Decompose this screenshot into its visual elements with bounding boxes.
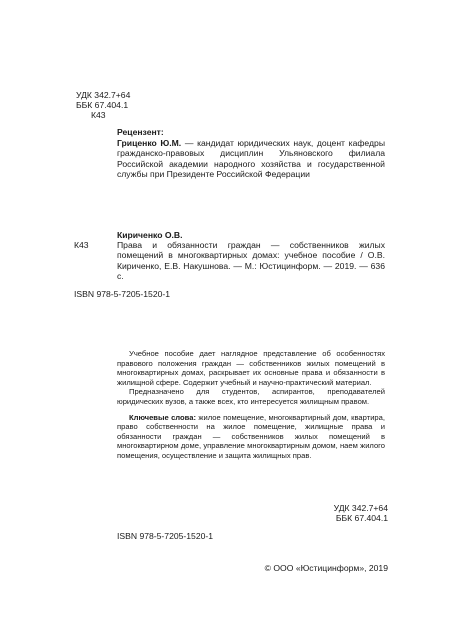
catalog-author: Кириченко О.В. bbox=[117, 230, 183, 240]
bottom-udk-code: УДК 342.7+64 bbox=[333, 503, 388, 513]
catalog-author-mark: К43 bbox=[74, 240, 89, 250]
catalog-isbn: ISBN 978-5-7205-1520-1 bbox=[74, 289, 171, 299]
annotation-paragraph-1: Учебное пособие дает наглядное представление об особенностях правового положения граждан — собственников жилых помещений в многоквартирных домах, раскрывает их основные права и обязанности в жилищной сфере. Содержит учебный и научно-практический материал. bbox=[117, 349, 385, 387]
copyright-notice: © ООО «Юстицинформ», 2019 bbox=[264, 563, 388, 573]
keywords-text: жилое помещение, многоквартирный дом, квартира, право собственности на жилое помещение, жилищные права и обязанности граждан — собственников жилых помещений в многоквартирном доме, управление многоквартирным домом, наем жилого помещения, осуществление и защита жилищных прав. bbox=[117, 412, 385, 460]
annotation-paragraph-2: Предназначено для студентов, аспирантов, преподавателей юридических вузов, а также всех, кто интересуется жилищным правом. bbox=[117, 387, 385, 406]
catalog-description bbox=[117, 240, 385, 282]
bottom-isbn: ISBN 978-5-7205-1520-1 bbox=[117, 531, 214, 541]
annotation-block bbox=[117, 349, 385, 461]
keywords-paragraph bbox=[117, 413, 385, 461]
bbk-code: ББК 67.404.1 bbox=[76, 100, 129, 110]
reviewer-name: Гриценко Ю.М. bbox=[117, 138, 182, 148]
reviewer-heading: Рецензент: bbox=[117, 127, 164, 137]
bottom-bbk-code: ББК 67.404.1 bbox=[335, 513, 388, 523]
catalog-description-text: Права и обязанности граждан — собственников жилых помещений в многоквартирных домах: учебное пособие / О.В. Кириченко, Е.В. Накушнова. — М.: Юстицинформ. — 2019. — 636 с. bbox=[117, 240, 385, 282]
reviewer-text: — кандидат юридических наук, доцент кафедры гражданско-правовых дисциплин Ульяновского филиала Российской академии народного хозяйства и государственной службы при Президенте Российской Федерации bbox=[117, 138, 385, 180]
udk-code: УДК 342.7+64 bbox=[76, 90, 131, 100]
author-mark: К43 bbox=[91, 110, 106, 120]
reviewer-block bbox=[117, 138, 385, 180]
keywords-label: Ключевые слова: bbox=[129, 412, 196, 422]
